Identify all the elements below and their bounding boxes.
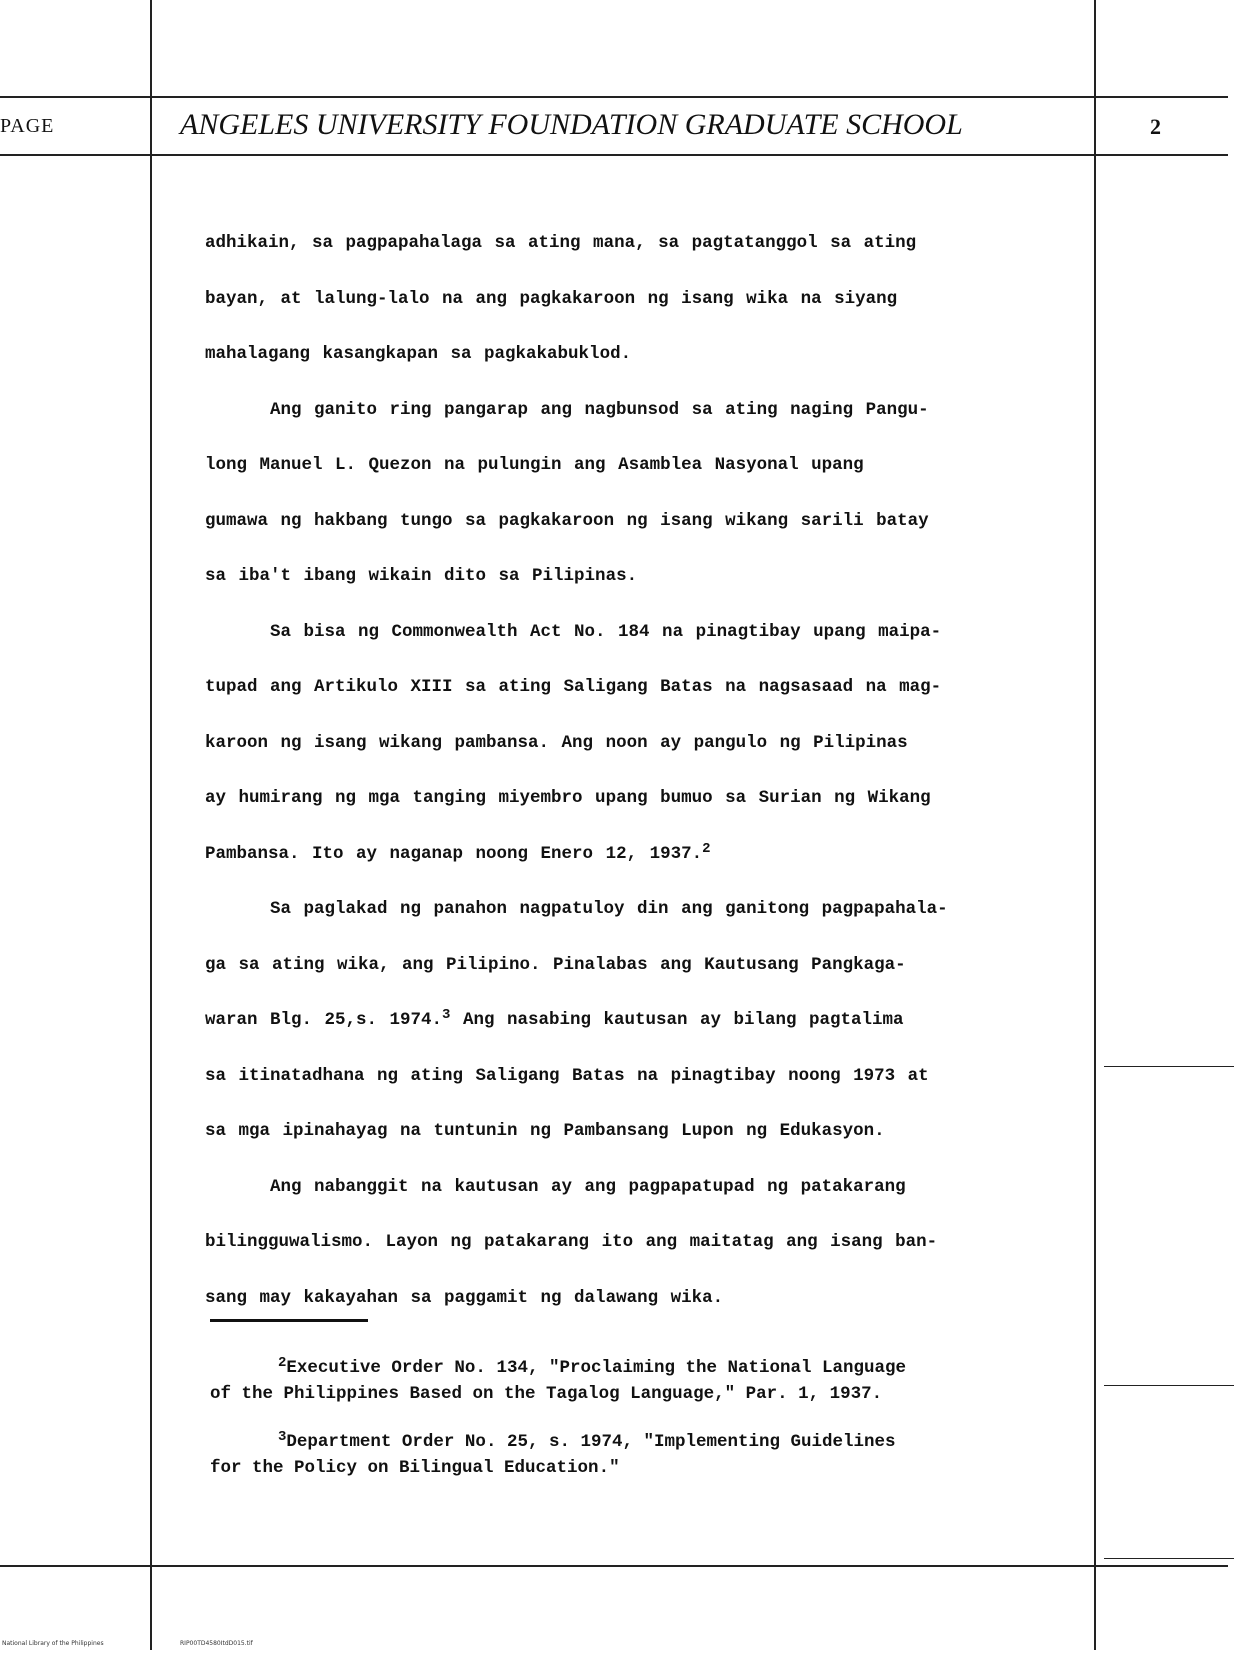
body-line: Sa bisa ng Commonwealth Act No. 184 na pinagtibay upang maipa-: [270, 621, 942, 642]
page-number: 2: [1150, 114, 1161, 139]
page-label: PAGE: [0, 115, 55, 137]
footnote-2: [210, 1355, 1090, 1407]
body-line: Ang nabanggit na kautusan ay ang pagpapatupad ng patakarang: [270, 1176, 906, 1197]
body-line: gumawa ng hakbang tungo sa pagkakaroon ng isang wikang sarili batay: [205, 510, 929, 531]
body-line-text: waran Blg. 25,s. 1974.: [205, 1010, 443, 1030]
footnote-3: [210, 1429, 1090, 1481]
footnote-line: for the Policy on Bilingual Education.": [210, 1458, 620, 1478]
margin-tick: [1104, 1066, 1234, 1067]
header-top-rule: [0, 96, 1228, 98]
body-line: adhikain, sa pagpapahalaga sa ating mana, sa pagtatanggol sa ating: [205, 233, 917, 253]
margin-tick: [1104, 1385, 1234, 1386]
body-line: sa mga ipinahayag na tuntunin ng Pambansang Lupon ng Edukasyon.: [205, 1121, 885, 1141]
footer-rule: [0, 1565, 1228, 1567]
footnotes: [210, 1355, 1090, 1481]
body-line: tupad ang Artikulo XIII sa ating Saligang Batas na nagsasaad na mag-: [205, 677, 942, 697]
body-line: Ang ganito ring pangarap ang nagbunsod sa ating naging Pangu-: [270, 399, 929, 420]
body-line: karoon ng isang wikang pambansa. Ang noon ay pangulo ng Pilipinas: [205, 732, 908, 753]
body-line: sang may kakayahan sa paggamit ng dalawang wika.: [205, 1287, 724, 1308]
body-line: mahalagang kasangkapan sa pagkakabuklod.: [205, 344, 632, 364]
footnote-mark: 2: [278, 1355, 287, 1371]
body-line: ga sa ating wika, ang Pilipino. Pinalabas ang Kautusang Pangkaga-: [205, 954, 906, 975]
left-margin-rule: [150, 0, 152, 1650]
footnote-line: of the Philippines Based on the Tagalog Language," Par. 1, 1937.: [210, 1384, 883, 1404]
library-caption: National Library of the Philippines: [2, 1640, 104, 1647]
right-margin-rule: [1094, 0, 1096, 1650]
body-line: sa itinatadhana ng ating Saligang Batas na pinagtibay noong 1973 at: [205, 1065, 929, 1086]
footnote-line: [210, 1429, 1090, 1455]
body-line: bilingguwalismo. Layon ng patakarang ito ang maitatag ang isang ban-: [205, 1232, 938, 1252]
body-line: ay humirang ng mga tanging miyembro upang bumuo sa Surian ng Wikang: [205, 788, 931, 808]
margin-tick: [1104, 1558, 1234, 1559]
body-text: [205, 216, 1090, 1326]
header-bottom-rule: [0, 154, 1228, 156]
body-line: long Manuel L. Quezon na pulungin ang Asamblea Nasyonal upang: [205, 455, 864, 475]
body-line: sa iba't ibang wikain dito sa Pilipinas.: [205, 566, 638, 586]
file-caption: RIP00TD4580ItdD015.tif: [180, 1640, 253, 1647]
footnote-line: [210, 1355, 1090, 1381]
body-line: [205, 993, 1090, 1049]
body-line-text: Pambansa. Ito ay naganap noong Enero 12, 1937.: [205, 843, 703, 864]
footnote-ref-3: 3: [442, 1007, 451, 1023]
body-line: [205, 827, 1090, 883]
body-line-text: Ang nasabing kautusan ay bilang pagtalima: [450, 1010, 904, 1030]
body-line: bayan, at lalung-lalo na ang pagkakaroon ng isang wika na siyang: [205, 288, 898, 309]
footnote-text: Department Order No. 25, s. 1974, "Implementing Guidelines: [286, 1432, 896, 1452]
footnote-text: Executive Order No. 134, "Proclaiming the National Language: [286, 1358, 907, 1378]
school-title: ANGELES UNIVERSITY FOUNDATION GRADUATE SCHOOL: [180, 108, 963, 141]
footnote-separator: [210, 1319, 368, 1322]
footnote-ref-2: 2: [702, 840, 711, 857]
footnote-mark: 3: [278, 1429, 287, 1445]
body-line: Sa paglakad ng panahon nagpatuloy din ang ganitong pagpapahala-: [270, 899, 948, 919]
